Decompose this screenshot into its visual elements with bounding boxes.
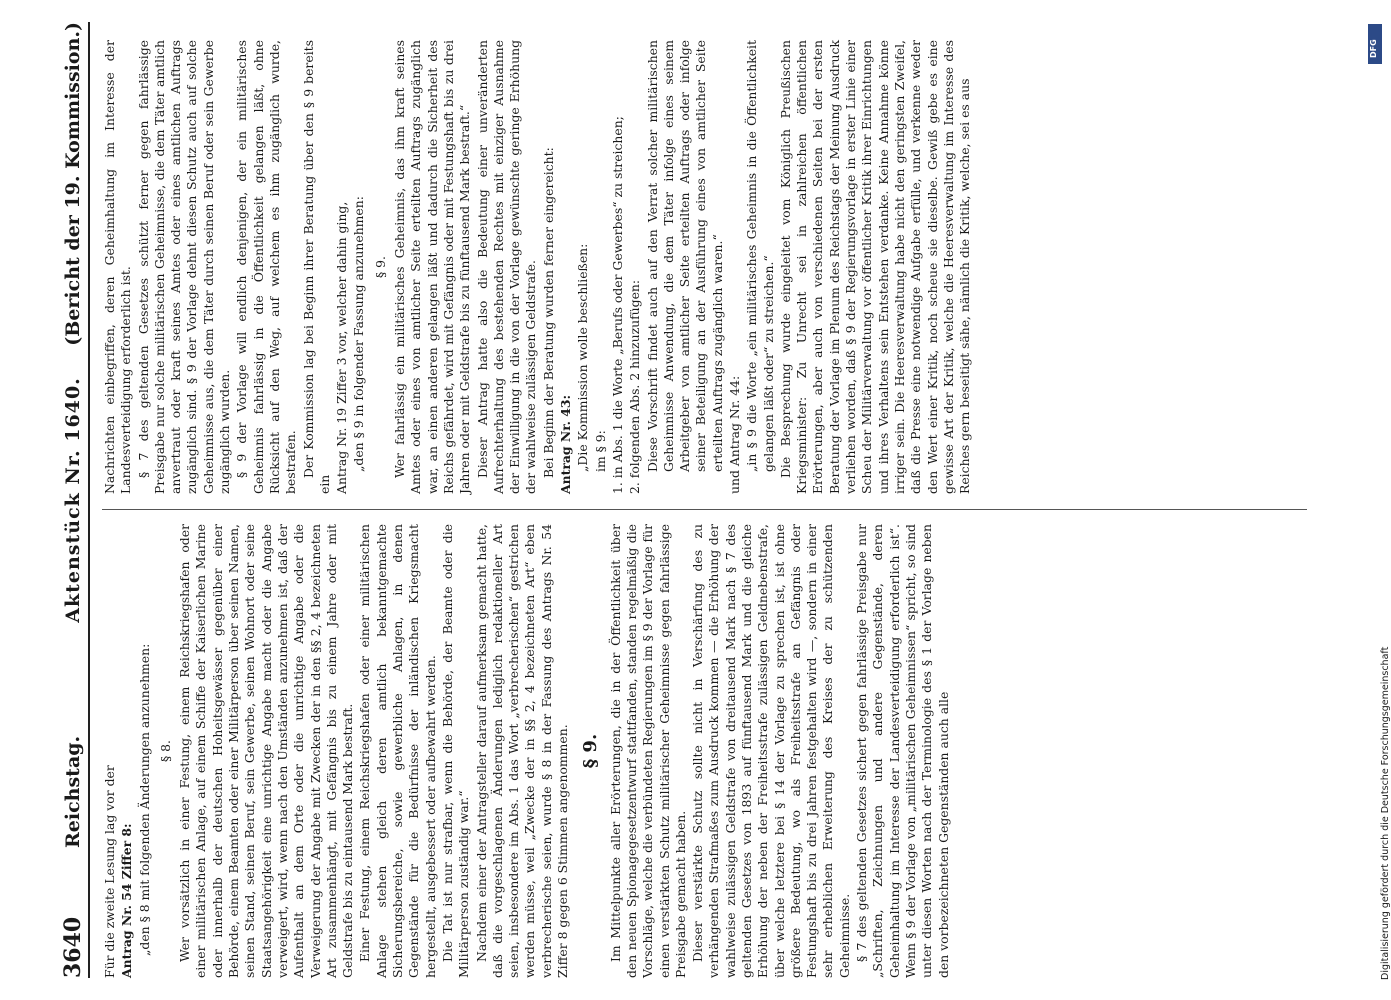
paragraph: „den § 9 in folgender Fassung anzunehmen: <box>351 196 367 472</box>
page-header <box>58 22 90 978</box>
section-heading: § 9. <box>580 733 602 769</box>
digitization-credit: Digitalisierung gefördert durch die Deutsche Forschungsgemeinschaft <box>1380 646 1391 980</box>
paragraph: Antrag Nr. 43: <box>558 394 574 494</box>
paragraph: Die Besprechung wurde eingeleitet vom Königlich Preußischen Kriegsminister: Zu Unrecht sei in zahlreichen öffentlichen Erörterungen, aber auch von verschiedenen Seiten bei der ersten Beratung der Vorlage im Plenum des Reichstags der Meinung Ausdruck verliehen worden, daß § 9 der Regierungsvorlage in erster Linie einer Scheu der Militärverwaltung vor öffentlicher Kritik ihrer Einrichtungen und ihres Verhaltens sein Entstehen verdanke. Keine Annahme könne irriger sein. Die Heeresverwaltung habe nicht den geringsten Zweifel, daß die Presse eine notwendige Aufgabe erfülle, und verkenne weder den Wert einer Kritik, noch scheue sie dieselbe. Gewiß gebe es eine gewisse Art der Kritik, welche die Heeresverwaltung im Interesse des Reiches gern beseitigt sähe, nämlich die Kritik, welche, sei es aus <box>777 40 973 494</box>
paragraph: § 7 des geltenden Gesetzes sichert gegen fahrlässige Preisgabe nur „Schriften, Zeichnungen und andere Gegenstände, deren Geheimhaltung im Interesse der Landesverteidigung erforderlich ist“. Wenn § 9 der Vorlage von „militärischen Geheimnissen“ spricht, so sind unter diesen Worten nach der Terminologie des § 1 der Vorlage neben den vorbezeichneten Gegenständen auch alle <box>854 524 951 978</box>
paragraph: „Die Kommission wolle beschließen: <box>575 243 591 472</box>
header-left: Reichstag. <box>62 735 84 848</box>
paragraph: Im Mittelpunkte aller Erörterungen, die in der Öffentlichkeit über den neuen Spionagegesetzentwurf stattfanden, standen regelmäßig die Vorschläge, welche die verbündeten Regierungen im § 9 der Vorlage für einen verstärkten Schutz militärischer Geheimnisse gegen fahrlässige Preisgabe gemacht haben. <box>607 524 688 978</box>
paragraph: „den § 8 mit folgenden Änderungen anzunehmen: <box>136 643 152 956</box>
paragraph: Für die zweite Lesung lag vor der <box>102 765 117 978</box>
paragraph: Diese Vorschrift findet auch auf den Verrat solcher militärischen Geheimnisse Anwendung, die dem Täter infolge eines seinem Arbeitgeber von amtlicher Seite erteilten Auftrags oder infolge seiner Beteiligung an der Ausführung eines von amtlicher Seite erteilten Auftrags zugänglich waren.“ <box>644 40 725 472</box>
paragraph: „in § 9 die Worte „ein militärisches Geheimnis in die Öffentlichkeit gelangen läßt oder“ zu streichen.“ <box>744 40 776 472</box>
paragraph: im § 9: <box>592 430 608 472</box>
dfg-logo: DFG <box>1368 24 1382 64</box>
digitization-sidebar <box>1368 20 1391 980</box>
paragraph: Nachrichten einbegriffen, deren Geheimhaltung im Interesse der Landesverteidigung erforderlich ist. <box>102 40 134 494</box>
paragraph: und Antrag Nr. 44: <box>726 375 742 494</box>
left-column <box>102 524 1312 978</box>
right-column <box>102 40 1312 494</box>
paragraph: Wer vorsätzlich in einer Festung, einem Reichskriegshafen oder einer militärischen Anlage, auf einem Schiffe der Kaiserlichen Marine oder innerhalb der deutschen Hoheitsgewässer gegenüber einer Behörde, einem Beamten oder einer Militärperson über seinen Namen, seinen Stand, seinen Beruf, sein Gewerbe, seinen Wohnort oder seine Staatsangehörigkeit eine unrichtige Angabe macht oder die Angabe verweigert, wird, wenn nach den Umständen anzunehmen ist, daß der Aufenthalt an dem Orte oder die unrichtige Angabe oder die Verweigerung der Angabe mit Zwecken der in den §§ 2, 4 bezeichneten Art zusammenhängt, mit Gefängnis bis zu einem Jahre oder mit Geldstrafe bis zu eintausend Mark bestraft. <box>177 524 356 978</box>
paragraph: § 9 der Vorlage will endlich denjenigen, der ein militärisches Geheimnis fahrlässig in die Öffentlichkeit gelangen läßt, ohne Rücksicht auf den Weg, auf welchem es ihm zugänglich wurde, bestrafen. <box>234 40 299 494</box>
paragraph: Antrag Nr. 54 Ziffer 8: <box>119 823 135 978</box>
paragraph: Wer fahrlässig ein militärisches Geheimnis, das ihm kraft seines Amtes oder eines von amtlicher Seite erteilten Auftrags zugänglich war, an einen anderen gelangen läßt und dadurch die Sicherheit des Reichs gefährdet, wird mit Gefängnis oder mit Festungshaft bis zu drei Jahren oder mit Geldstrafe bis zu fünftausend Mark bestraft.“ <box>392 40 473 494</box>
paragraph: Antrag Nr. 19 Ziffer 3 vor, welcher dahin ging, <box>334 201 350 494</box>
header-right: (Bericht der 19. Kommission.) <box>62 22 84 346</box>
rotated-page <box>40 0 1330 1000</box>
paragraph: Dieser verstärkte Schutz sollte nicht in Verschärfung des zu verhängenden Strafmaßes zum Ausdruck kommen — die Erhöhung der wahlweise zulässigen Geldstrafe von dreitausend Mark nach § 7 des geltenden Gesetzes von 1893 auf fünftausend Mark und die gleiche Erhöhung der neben der Freiheitsstrafe zulässigen Geldnebenstrafe, über welche letztere bei § 14 der Vorlage zu sprechen ist, ist ohne größere Bedeutung, wo als Freiheitsstrafe an Gefängnis oder Festungshaft bis zu drei Jahren festgehalten wird —, sondern in einer sehr erheblichen Erweiterung des Kreises der zu schützenden Geheimnisse. <box>690 524 852 978</box>
paragraph: Einer Festung, einem Reichskriegshafen oder einer militärischen Anlage stehen gleich deren amtlich bekanntgemachte Sicherungsbereiche, sowie gewerbliche Anlagen, in denen Gegenstände für die Bedürfnisse der inländischen Kriegsmacht hergestellt, ausgebessert oder aufbewahrt werden. <box>357 524 438 978</box>
header-title: Aktenstück Nr. 1640. <box>62 377 84 623</box>
paragraph: 1. in Abs. 1 die Worte „Berufs oder Gewerbes“ zu streichen; <box>609 116 625 494</box>
paragraph: Die Tat ist nur strafbar, wenn die Behörde, der Beamte oder die Militärperson zuständig war.“ <box>439 524 472 978</box>
paragraph: Der Kommission lag bei Beginn ihrer Beratung über den § 9 bereits ein <box>300 40 332 494</box>
column-divider <box>102 509 1307 510</box>
page-number: 3640 <box>60 916 86 978</box>
paragraph: Nachdem einer der Antragsteller darauf aufmerksam gemacht hatte, daß die vorgeschlagenen Änderungen lediglich redaktioneller Art seien, insbesondere im Abs. 1 das Wort „verbrecherischen“ gestrichen werden müsse, weil „Zwecke der in §§ 2, 4 bezeichneten Art“ eben verbrecherische seien, wurde § 8 in der Fassung des Antrags Nr. 54 Ziffer 8 gegen 6 Stimmen angenommen. <box>473 524 571 978</box>
paragraph: Dieser Antrag hatte also die Bedeutung einer unveränderten Aufrechterhaltung des bestehenden Rechtes mit einziger Ausnahme der Einwilligung in die von der Vorlage gewünschte geringe Erhöhung der wahlweise zulässigen Geldstrafe. <box>474 40 539 494</box>
paragraph: § 7 des geltenden Gesetzes schützt ferner gegen fahrlässige Preisgabe nur solche militärischen Geheimnisse, die dem Täter amtlich anvertraut oder kraft seines Amtes oder eines amtlichen Auftrags zugänglich sind. § 9 der Vorlage dehnt diesen Schutz auch auf solche Geheimnisse aus, die dem Täter durch seinen Beruf oder sein Gewerbe zugänglich wurden. <box>135 40 233 494</box>
paragraph: § 9. <box>372 256 388 278</box>
paragraph: 2. folgenden Abs. 2 hinzuzufügen: <box>627 279 643 494</box>
paragraph: § 8. <box>157 740 173 762</box>
paragraph: Bei Beginn der Beratung wurden ferner eingereicht: <box>540 147 556 478</box>
